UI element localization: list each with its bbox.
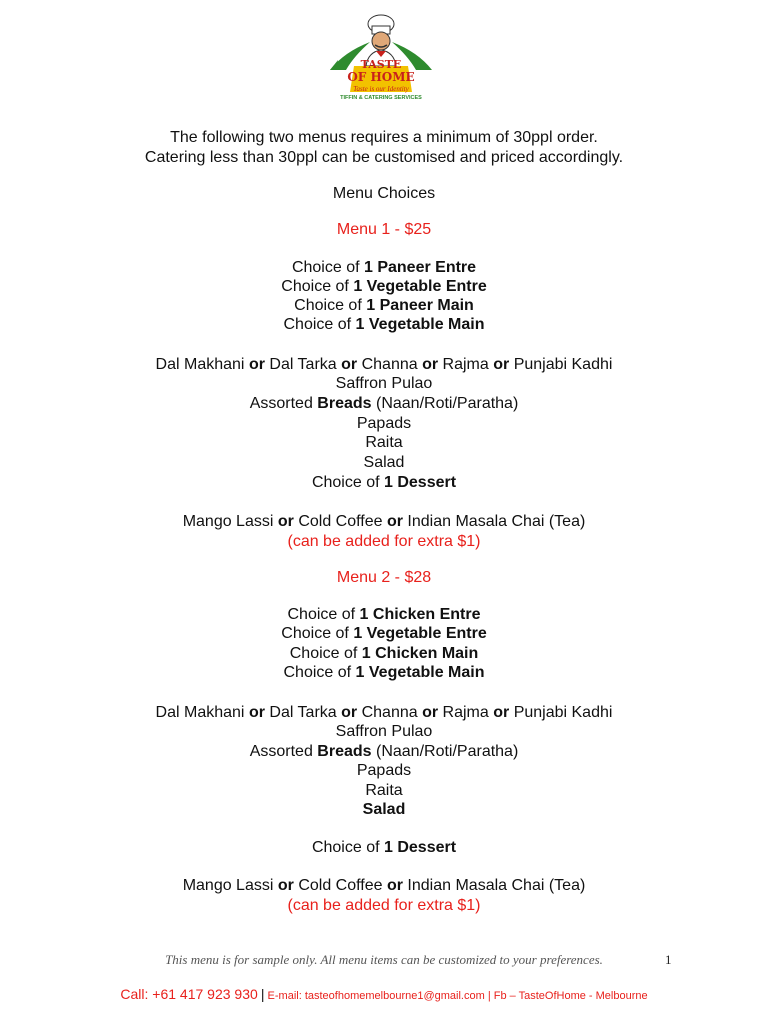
menu-2-drinks: Mango Lassi or Cold Coffee or Indian Masala Chai (Tea) xyxy=(182,877,586,894)
email-address[interactable]: E-mail: tasteofhomemelbourne1@gmail.com xyxy=(267,990,485,1002)
menu-2-pulao: Saffron Pulao xyxy=(335,723,433,740)
menu-2-raita: Raita xyxy=(365,782,403,799)
contact-bar xyxy=(0,986,768,1002)
sample-disclaimer: This menu is for sample only. All menu items can be customized to your preferences. xyxy=(165,952,603,967)
menu-1-drinks: Mango Lassi or Cold Coffee or Indian Masala Chai (Tea) xyxy=(182,513,586,530)
menu-2-dessert: Choice of 1 Dessert xyxy=(311,839,457,856)
menu-2-choice-main-2: Choice of 1 Vegetable Main xyxy=(283,664,485,681)
menu-1-papads: Papads xyxy=(356,415,412,432)
intro-line-2: Catering less than 30ppl can be customised and priced accordingly. xyxy=(144,149,624,166)
menu-1-choice-main-1: Choice of 1 Paneer Main xyxy=(294,297,474,314)
separator: | xyxy=(260,986,265,1002)
phone-number[interactable]: Call: +61 417 923 930 xyxy=(120,986,258,1002)
menu-2-salad: Salad xyxy=(362,801,406,818)
menu-1-breads: Assorted Breads (Naan/Roti/Paratha) xyxy=(249,395,519,412)
menu-1-extra-note: (can be added for extra $1) xyxy=(287,533,481,550)
logo-title-taste: TASTE xyxy=(360,58,402,71)
logo-services: TIFFIN & CATERING SERVICES xyxy=(340,95,422,101)
menu-1-choice-main-2: Choice of 1 Vegetable Main xyxy=(283,316,485,333)
page-number: 1 xyxy=(665,952,672,967)
menu-1-dessert: Choice of 1 Dessert xyxy=(311,474,457,491)
facebook-link[interactable]: Fb – TasteOfHome - Melbourne xyxy=(493,990,648,1002)
menu-2-breads: Assorted Breads (Naan/Roti/Paratha) xyxy=(249,743,519,760)
menu-2-title: Menu 2 - $28 xyxy=(336,569,432,586)
brand-logo xyxy=(326,8,436,108)
menu-1-choice-entre-2: Choice of 1 Vegetable Entre xyxy=(281,278,487,295)
menu-2-papads: Papads xyxy=(356,762,412,779)
menu-1-salad: Salad xyxy=(363,454,405,471)
menu-2-choice-entre-1: Choice of 1 Chicken Entre xyxy=(287,606,481,623)
menu-2-dal-options: Dal Makhani or Dal Tarka or Channa or Rajma or Punjabi Kadhi xyxy=(155,704,613,721)
menu-2-extra-note: (can be added for extra $1) xyxy=(287,897,481,914)
menu-1-pulao: Saffron Pulao xyxy=(335,375,433,392)
menu-1-title: Menu 1 - $25 xyxy=(336,221,432,238)
menu-1-raita: Raita xyxy=(365,434,403,451)
menu-2-choice-entre-2: Choice of 1 Vegetable Entre xyxy=(281,625,487,642)
menu-1-choice-entre-1: Choice of 1 Paneer Entre xyxy=(291,259,477,276)
menu-choices-heading: Menu Choices xyxy=(332,185,436,202)
separator-small: | xyxy=(487,990,491,1002)
menu-1-dal-options: Dal Makhani or Dal Tarka or Channa or Rajma or Punjabi Kadhi xyxy=(155,356,613,373)
logo-tagline: Taste is our Identity xyxy=(353,85,409,93)
logo-title-of-home: OF HOME xyxy=(347,70,415,84)
intro-line-1: The following two menus requires a minimum of 30ppl order. xyxy=(170,129,598,146)
menu-2-choice-main-1: Choice of 1 Chicken Main xyxy=(289,645,479,662)
